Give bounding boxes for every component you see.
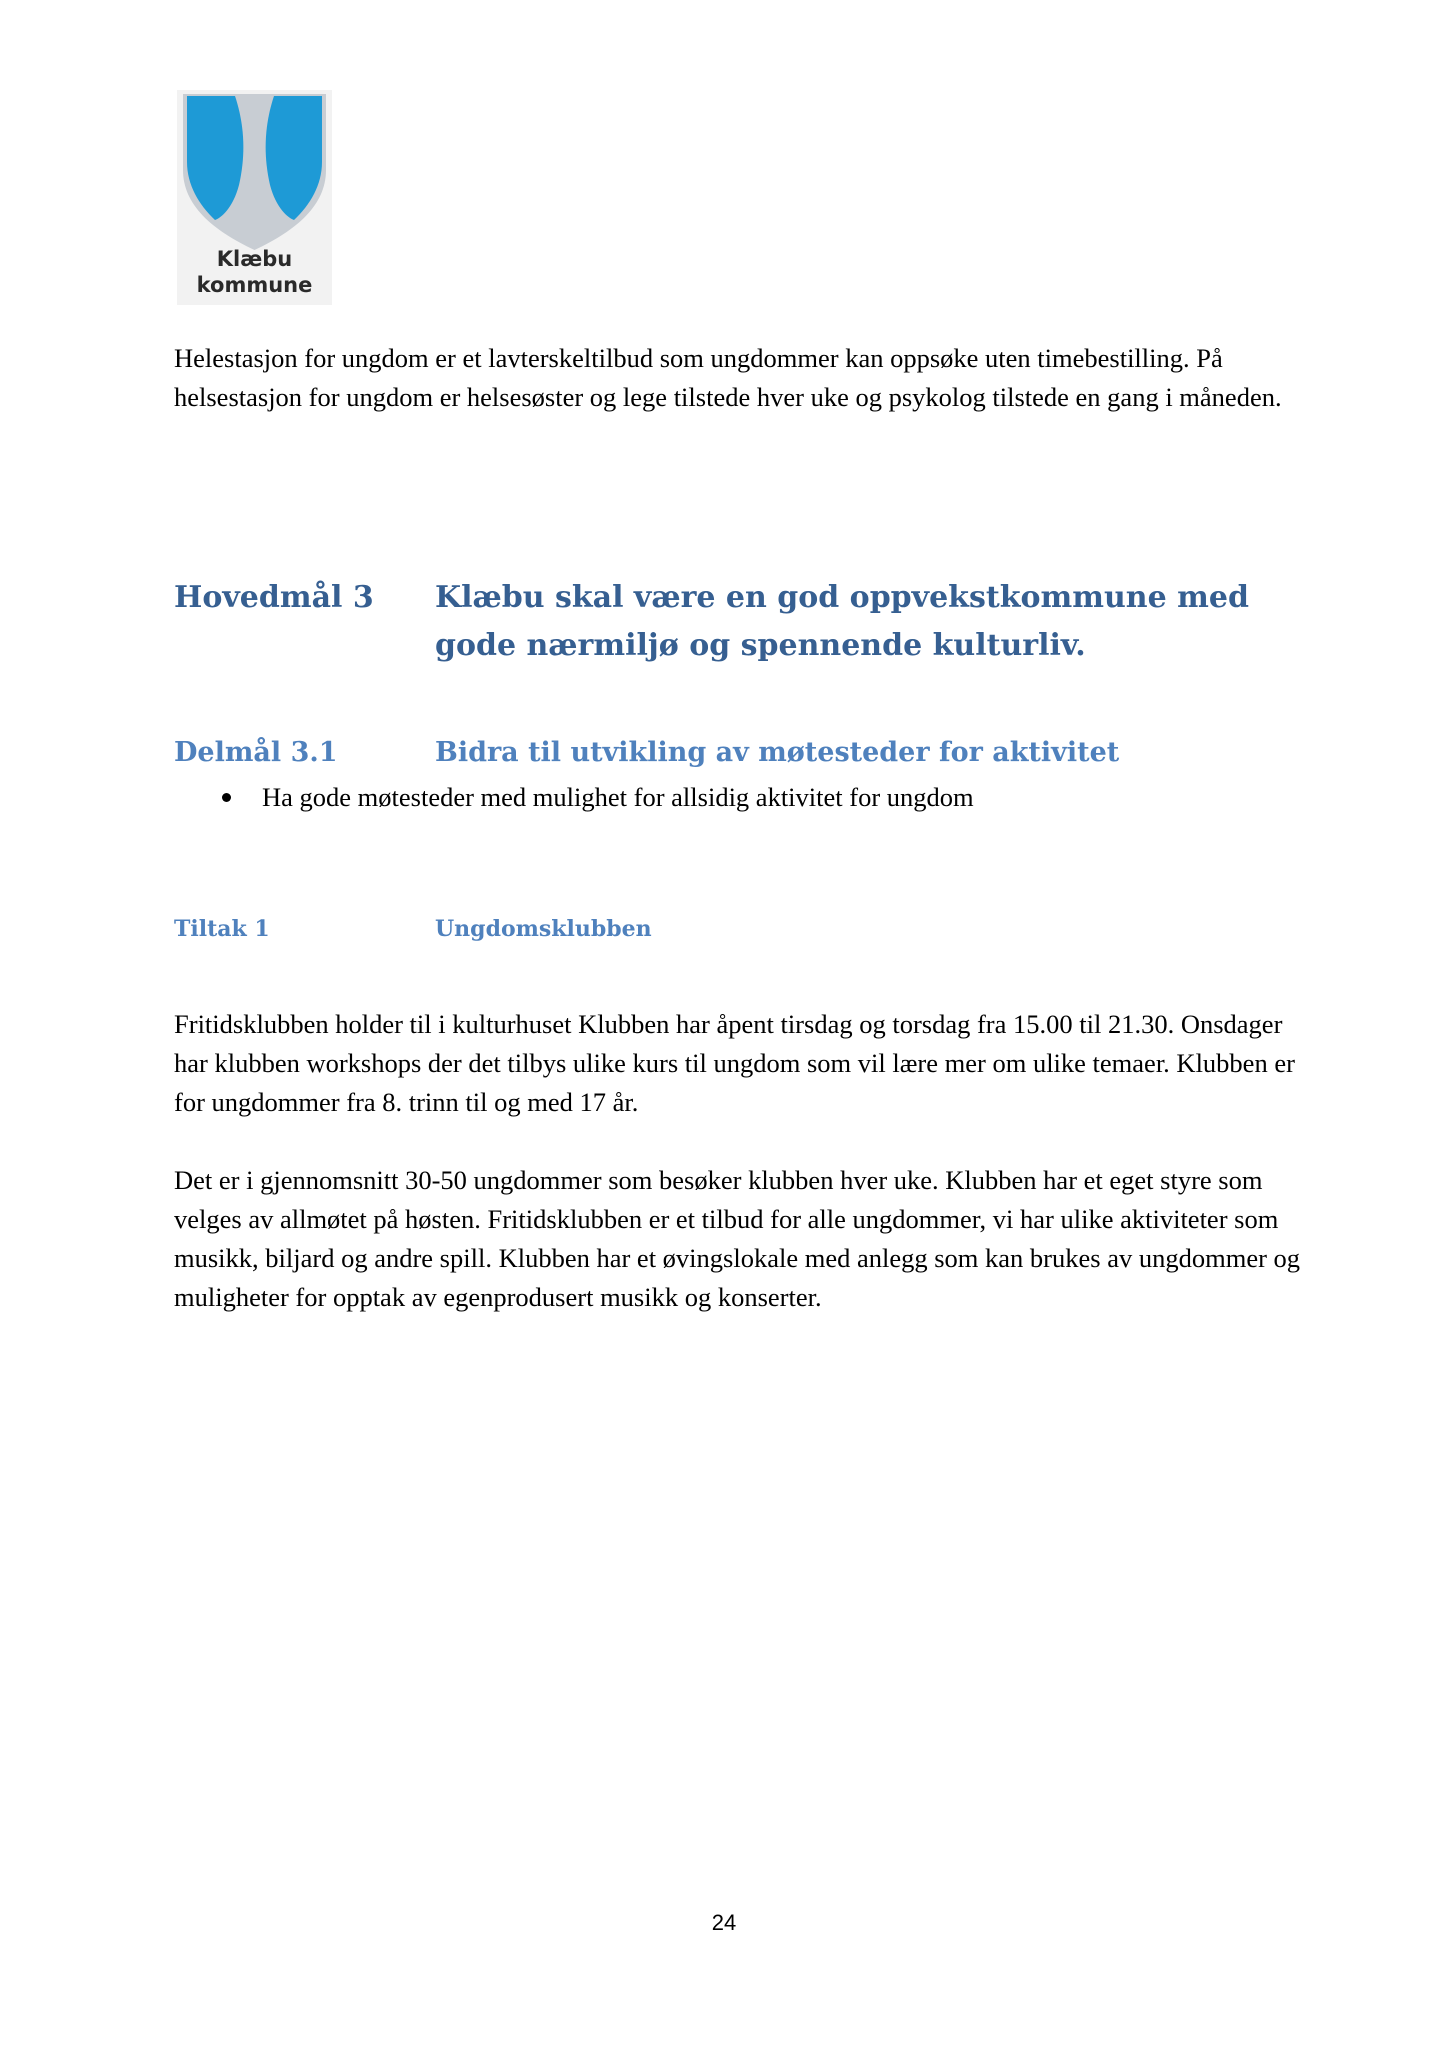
measure-title: Ungdomsklubben bbox=[435, 916, 652, 942]
page-number: 24 bbox=[711, 1910, 737, 1935]
logo-text-line2: kommune bbox=[196, 273, 313, 297]
logo-text-line1: Klæbu bbox=[216, 247, 293, 271]
sub-goal-title: Bidra til utvikling av møtesteder for aktivitet bbox=[435, 737, 1120, 768]
intro-paragraph: Helestasjon for ungdom er et lavterskeltilbud som ungdommer kan oppsøke uten timebestilling. På helsestasjon for ungdom er helsesøster og lege tilstede hver uke og psykolog tilstede en gang i måneden. bbox=[174, 343, 1282, 412]
body-paragraph: Fritidsklubben holder til i kulturhuset Klubben har åpent tirsdag og torsdag fra 15.00 til 21.30. Onsdager har klubben workshops der det tilbys ulike kurs til ungdom som vil lære mer om ulike temaer. Klubben er for ungdommer fra 8. trinn til og med 17 år. bbox=[174, 1009, 1295, 1117]
measure-label: Tiltak 1 bbox=[174, 916, 270, 942]
main-goal-label: Hovedmål 3 bbox=[174, 580, 374, 615]
sub-goal-label: Delmål 3.1 bbox=[174, 737, 338, 768]
sub-goal-bullet-list bbox=[218, 778, 974, 817]
body-paragraph: Det er i gjennomsnitt 30-50 ungdommer som besøker klubben hver uke. Klubben har et eget styre som velges av allmøtet på høsten. Fritidsklubben er et tilbud for alle ungdommer, vi har ulike aktiviteter som musikk, biljard og andre spill. Klubben har et øvingslokale med anlegg som kan brukes av ungdommer og muligheter for opptak av egenprodusert musikk og konserter. bbox=[174, 1165, 1301, 1312]
municipality-logo bbox=[177, 90, 332, 305]
main-goal-title: Klæbu skal være en god oppvekstkommune med gode nærmiljø og spennende kulturliv. bbox=[435, 580, 1249, 663]
list-item: Ha gode møtesteder med mulighet for allsidig aktivitet for ungdom bbox=[218, 778, 974, 817]
